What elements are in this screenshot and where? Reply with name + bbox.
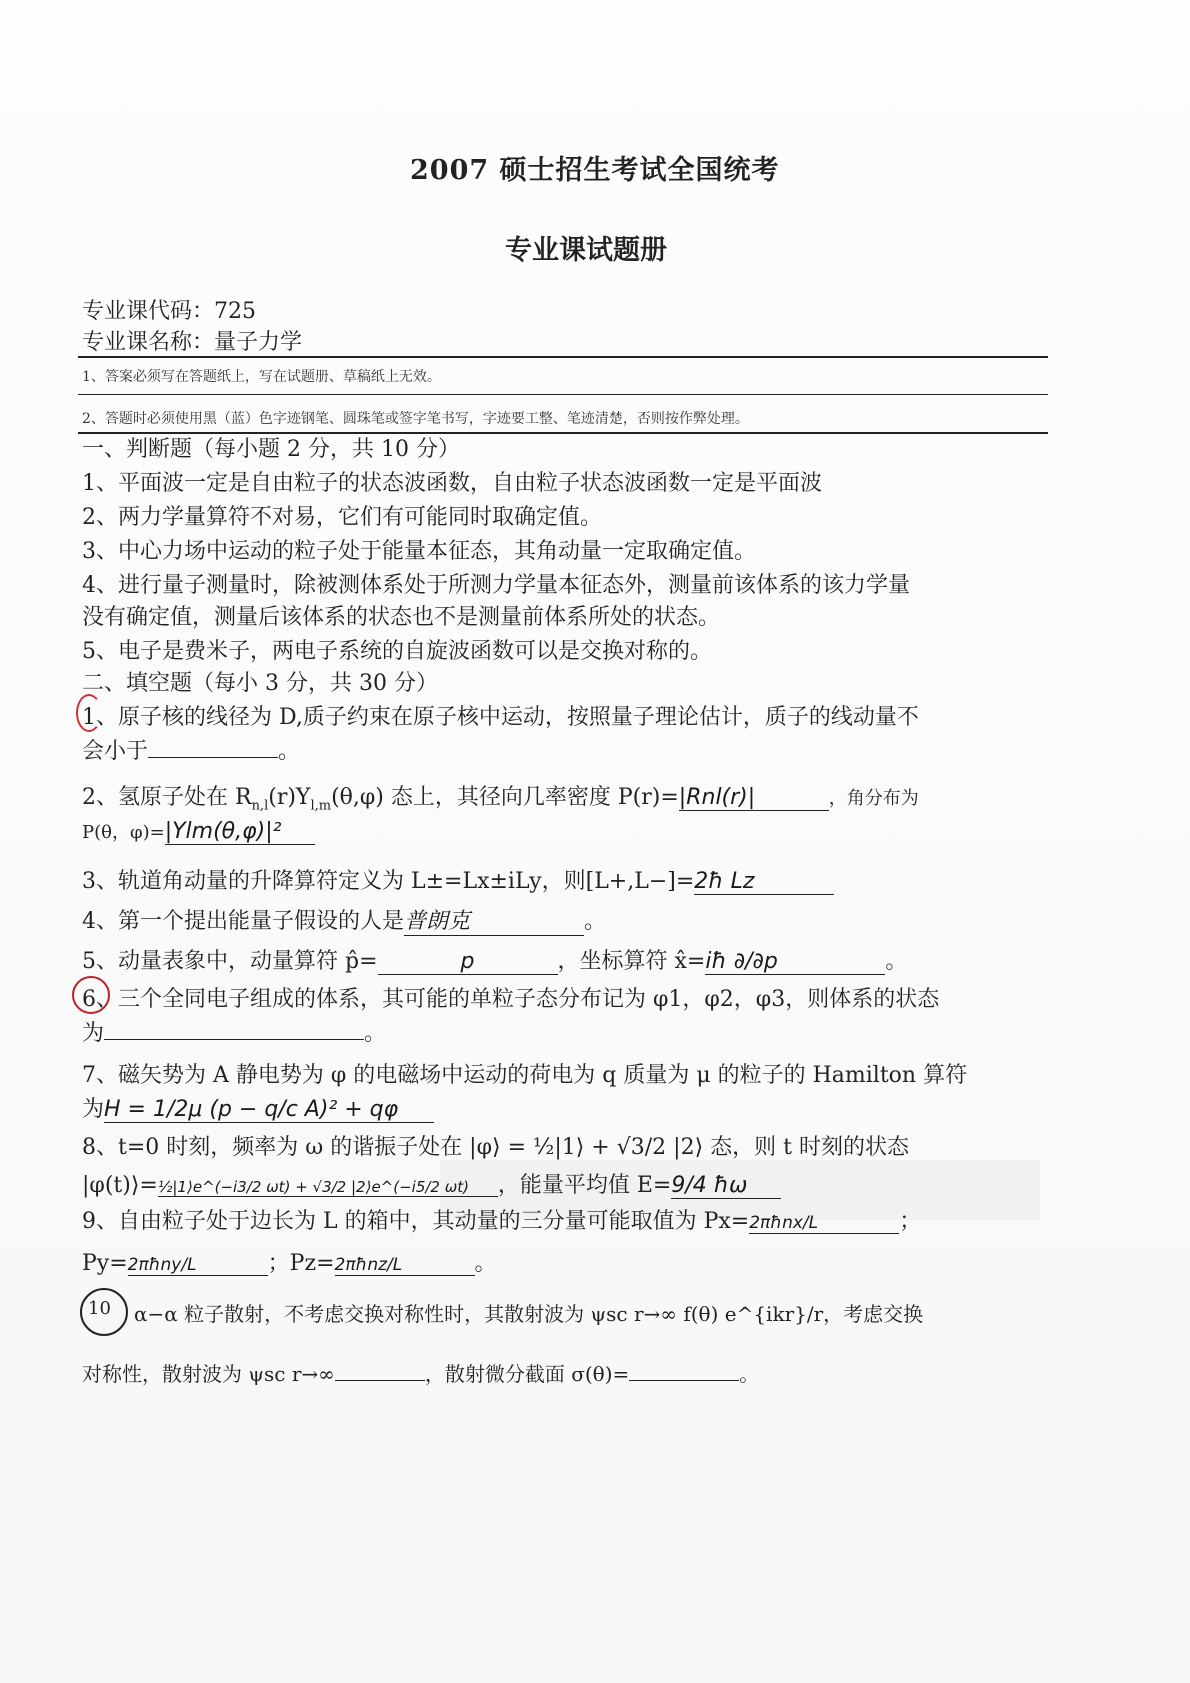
course-name-label: 专业课名称： xyxy=(82,330,215,355)
question-6-tail: 为 xyxy=(82,1021,105,1046)
question-7-answer: H = 1/2μ (p − q/c A)² + qφ xyxy=(104,1097,434,1123)
question-5-text: 5、动量表象中，动量算符 p̂= xyxy=(82,949,378,974)
section1-item-5: 5、电子是费米子，两电子系统的自旋波函数可以是交换对称的。 xyxy=(82,639,712,664)
question-9-answer-pz: 2πħnz/L xyxy=(335,1255,475,1276)
course-name-value: 量子力学 xyxy=(214,330,303,355)
question-3-text: 3、轨道角动量的升降算符定义为 L±=Lx±iLy，则[L+,L−]= xyxy=(82,869,695,894)
course-code-value: 725 xyxy=(214,299,257,324)
section1-item-4-cont: 没有确定值，测量后该体系的状态也不是测量前体系所处的状态。 xyxy=(82,605,721,630)
question-8-text-c: ，能量平均值 E= xyxy=(497,1173,672,1198)
divider-rule-top xyxy=(78,356,1048,358)
question-7-tail: 为 xyxy=(82,1097,105,1122)
section1-heading: 一、判断题（每小题 2 分，共 10 分） xyxy=(82,437,460,462)
question-2-part-c: (θ,φ) 态上，其径向几率密度 P(r)= xyxy=(331,785,679,810)
question-8-answer-energy: 9/4 ħω xyxy=(671,1173,781,1199)
question-2-line1: 2、氢原子处在 $R_{n,l}(r)Y_{l,m}(\theta,\varphi)$ 态上，其径向几率密度 P(r)=|Rnl(r)| ，角分布为 xyxy=(82,785,919,814)
question-2-answer-angular: |Ylm(θ,φ)|² xyxy=(165,819,315,845)
section1-item-2: 2、两力学量算符不对易，它们有可能同时取确定值。 xyxy=(82,505,602,530)
question-10-text-c: ，散射微分截面 σ(θ)= xyxy=(424,1362,630,1386)
question-5-text-b: ，坐标算符 x̂= xyxy=(557,949,706,974)
question-8-line1: 8、t=0 时刻，频率为 ω 的谐振子处在 |φ⟩ = ½|1⟩ + √3/2 |2⟩ 态，则 t 时刻的状态 xyxy=(82,1135,909,1160)
question-1-blank xyxy=(148,757,278,758)
question-4: 4、第一个提出能量子假设的人是普朗克 。 xyxy=(82,904,606,936)
question-4-answer: 普朗克 xyxy=(404,904,584,936)
question-5: 5、动量表象中，动量算符 p̂= p ，坐标算符 x̂=iħ ∂/∂p 。 xyxy=(82,949,908,974)
question-8-label: |φ(t)⟩= xyxy=(82,1173,158,1198)
question-1-tail: 会小于 xyxy=(82,739,149,764)
question-1-line2: 会小于 。 xyxy=(82,739,301,764)
course-name-row xyxy=(82,325,302,356)
question-7-line1: 7、磁矢势为 A 静电势为 φ 的电磁场中运动的荷电为 q 质量为 μ 的粒子的 Hamilton 算符 xyxy=(82,1063,968,1088)
question-9-line1: 9、自由粒子处于边长为 L 的箱中，其动量的三分量可能取值为 Px=2πħnx/L ； xyxy=(82,1209,922,1234)
question-9-pz-label: ；Pz= xyxy=(267,1251,335,1276)
question-10-line1: α−α 粒子散射，不考虑交换对称性时，其散射波为 ψsc r→∞ f(θ) e^{ikr}/r，考虑交换 xyxy=(134,1302,924,1326)
question-10-line2: 对称性，散射波为 ψsc r→∞ ，散射微分截面 σ(θ)= 。 xyxy=(82,1362,760,1386)
question-5-answer-p: p xyxy=(378,949,558,975)
question-8-line2 xyxy=(82,1168,781,1199)
question-9-text: 9、自由粒子处于边长为 L 的箱中，其动量的三分量可能取值为 Px= xyxy=(82,1209,750,1234)
question-10-text-b: 对称性，散射波为 ψsc r→∞ xyxy=(82,1362,335,1386)
section2-heading: 二、填空题（每小 3 分，共 30 分） xyxy=(82,671,438,696)
question-2-part-a: 2、氢原子处在 R xyxy=(82,785,252,810)
question-6-blank xyxy=(104,1039,364,1040)
course-code-row xyxy=(82,294,256,325)
question-4-text: 4、第一个提出能量子假设的人是 xyxy=(82,909,404,934)
question-9-answer-py: 2πħny/L xyxy=(128,1255,268,1276)
section1-item-1: 1、平面波一定是自由粒子的状态波函数，自由粒子状态波函数一定是平面波 xyxy=(82,471,822,496)
question-3 xyxy=(82,864,834,895)
question-8-answer-state: ½|1⟩e^(−i3/2 ωt) + √3/2 |2⟩e^(−i5/2 ωt) xyxy=(158,1178,498,1197)
divider-rule-mid xyxy=(78,394,1048,395)
instruction-note-1: 1、答案必须写在答题纸上，写在试题册、草稿纸上无效。 xyxy=(82,369,441,385)
question-10-number: 10 xyxy=(88,1298,111,1319)
section1-item-3: 3、中心力场中运动的粒子处于能量本征态，其角动量一定取确定值。 xyxy=(82,539,756,564)
question-1-line1: 1、原子核的线径为 D,质子约束在原子核中运动，按照量子理论估计，质子的线动量不 xyxy=(82,705,919,730)
section1-item-4: 4、进行量子测量时，除被测体系处于所测力学量本征态外，测量前该体系的该力学量 xyxy=(82,573,910,598)
question-10-blank-cross-section xyxy=(629,1380,739,1381)
question-9-py-label: Py= xyxy=(82,1251,128,1276)
question-2-line2 xyxy=(82,818,315,845)
question-10-blank-wave xyxy=(335,1380,425,1381)
question-2-answer-radial: |Rnl(r)| xyxy=(679,785,829,811)
exam-title: 2007 硕士招生考试全国统考 xyxy=(410,155,780,186)
question-6-line2: 为 。 xyxy=(82,1021,387,1046)
question-2-part-d: ，角分布为 xyxy=(828,788,919,809)
question-9-answer-px: 2πħnx/L xyxy=(749,1213,899,1234)
question-9-line2: Py=2πħny/L ；Pz=2πħnz/L 。 xyxy=(82,1251,497,1276)
question-5-answer-x: iħ ∂/∂p xyxy=(705,949,885,975)
course-code-label: 专业课代码： xyxy=(82,299,215,324)
question-6-line1: 6、三个全同电子组成的体系，其可能的单粒子态分布记为 φ1，φ2，φ3，则体系的状态 xyxy=(82,987,940,1012)
question-3-answer: 2ħ Lz xyxy=(694,869,834,895)
instruction-note-2: 2、答题时必须使用黑（蓝）色字迹钢笔、圆珠笔或签字笔书写，字迹要工整、笔迹清楚，否则按作弊处理。 xyxy=(82,411,749,427)
question-2-part-e: P(θ，φ)= xyxy=(82,822,165,843)
booklet-subtitle: 专业课试题册 xyxy=(505,235,667,266)
question-7-line2 xyxy=(82,1092,434,1123)
question-2-part-b: (r)Y xyxy=(268,785,311,810)
